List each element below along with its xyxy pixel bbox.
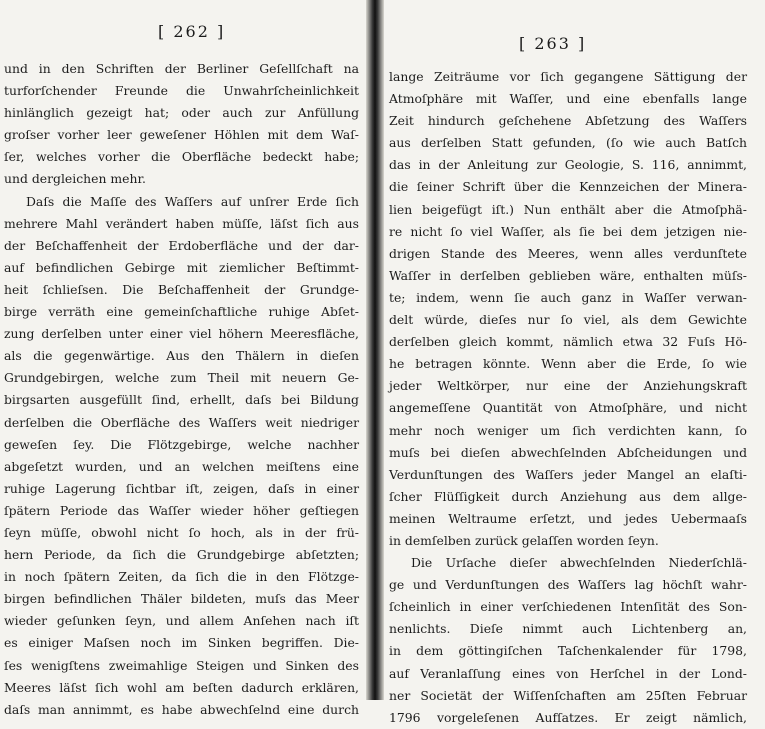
text-line: in demſelben zurück gelaſſen worden ſeyn. bbox=[389, 532, 659, 548]
text-line: delt würde, dieſes nur ſo viel, als dem Gewichte bbox=[389, 312, 747, 328]
text-line: auf Veranlaſſung eines von Herſchel in der Lond- bbox=[389, 665, 747, 681]
text-line: te; indem, wenn ſie auch ganz in Waſſer verwan- bbox=[389, 289, 747, 305]
text-line: hern Periode, da ſich die Grundgebirge abſetzten; bbox=[4, 547, 359, 563]
text-line: ge und Verdunſtungen des Waſſers lag höchſt wahr- bbox=[389, 577, 747, 593]
text-line: Atmoſphäre mit Waſſer, und eine ebenfalls lange bbox=[389, 91, 747, 107]
text-line: lien beigefügt iſt.) Nun enthält aber die Atmoſphä- bbox=[389, 201, 747, 217]
text-line: mehr noch weniger um ſich verdichten kann, ſo bbox=[389, 422, 747, 438]
text-line: jeder Weltkörper, nur eine der Anziehungskraft bbox=[389, 378, 747, 394]
text-line: he betragen könnte. Wenn aber die Erde, ſo wie bbox=[389, 356, 747, 372]
text-line: re nicht ſo viel Waſſer, als ſie bei dem jetzigen nie- bbox=[389, 223, 747, 239]
text-line: meinen Weltraume erſetzt, und jedes Uebermaaſs bbox=[389, 510, 747, 526]
text-line: muſs bei dieſen abwechſelnden Abſcheidungen und bbox=[389, 444, 747, 460]
text-line: groſser vorher leer geweſener Höhlen mit dem Waſ- bbox=[4, 127, 359, 143]
text-line: und in den Schriften der Berliner Geſellſchaft na bbox=[4, 61, 359, 76]
text-line: auf befindlichen Gebirge mit ziemlicher Beſtimmt- bbox=[4, 259, 359, 275]
text-line: abgeſetzt wurden, und an welchen meiſtens eine bbox=[4, 458, 359, 474]
text-line: ner Societät der Wiſſenſchaften am 25ſten Februar bbox=[389, 687, 747, 703]
text-line: hinlänglich gezeigt hat; oder auch zur Anfüllung bbox=[4, 105, 359, 121]
text-line: ſer, welches vorher die Oberfläche bedeckt habe; bbox=[4, 149, 359, 165]
text-line: Waſſer in derſelben geblieben wäre, enthalten müſs- bbox=[389, 267, 747, 283]
text-line: drigen Stande des Meeres, wenn alles verdunſtete bbox=[389, 245, 747, 261]
text-line: es einiger Maſsen noch im Sinken begriffen. Die- bbox=[4, 635, 359, 651]
text-line: lange Zeiträume vor ſich gegangene Sättigung der bbox=[389, 69, 747, 84]
text-line: nenlichts. Dieſe nimmt auch Lichtenberg an, bbox=[389, 621, 747, 637]
text-line: der Beſchaffenheit der Erdoberfläche und der dar- bbox=[4, 237, 359, 253]
text-line: heit ſchlieſsen. Die Beſchaffenheit der Grundge- bbox=[4, 281, 359, 297]
text-line: daſs man annimmt, es habe abwechſelnd eine durch bbox=[4, 701, 359, 717]
text-line: derſelben gleich kommt, nämlich etwa 32 Fuſs Hö- bbox=[389, 334, 747, 350]
text-line: birgen befindlichen Thäler bildeten, muſs das Meer bbox=[4, 591, 359, 607]
text-line: 1796 vorgeleſenen Aufſatzes. Er zeigt nämlich, bbox=[389, 709, 747, 725]
text-line: Verdunſtungen des Waſſers jeder Mangel an elaſti- bbox=[389, 466, 747, 482]
text-line: turforſchender Freunde die Unwahrſcheinlichkeit bbox=[4, 83, 359, 99]
text-line: die ſeiner Schrift über die Kennzeichen der Minera- bbox=[389, 179, 747, 195]
text-line: ſpätern Periode das Waſſer wieder höher geſtiegen bbox=[4, 502, 359, 518]
text-line: Daſs die Maſſe des Waſſers auf unſrer Erde ſich bbox=[26, 193, 359, 209]
page-number: [ 262 ] bbox=[158, 22, 226, 41]
text-line: in noch ſpätern Zeiten, da ſich die in den Flötzge- bbox=[4, 569, 359, 585]
page-number: [ 263 ] bbox=[519, 34, 587, 53]
text-line: ruhige Lagerung ſichtbar iſt, zeigen, daſs in einer bbox=[4, 480, 359, 496]
text-line: das in der Anleitung zur Geologie, S. 116, annimmt, bbox=[389, 157, 747, 173]
right-page bbox=[383, 0, 765, 725]
text-line: birgsarten ausgefüllt ſind, erhellt, daſs bei Bildung bbox=[4, 392, 359, 408]
text-line: Zeit hindurch geſchehene Abſetzung des Waſſers bbox=[389, 113, 747, 129]
text-line: und dergleichen mehr. bbox=[4, 171, 146, 187]
text-line: birge verräth eine gemeinſchaftliche ruhige Abſet- bbox=[4, 304, 359, 320]
book-gutter bbox=[366, 0, 384, 700]
text-line: Grundgebirgen, welche zum Theil mit neuern Ge- bbox=[4, 370, 359, 386]
left-page bbox=[0, 0, 368, 717]
text-line: zung derſelben unter einer viel höhern Meeresfläche, bbox=[4, 326, 359, 342]
text-line: aus derſelben Statt gefunden, (ſo wie auch Batſch bbox=[389, 135, 747, 151]
text-column bbox=[389, 66, 747, 729]
text-line: Meeres läſst ſich wohl am beſten dadurch erklären, bbox=[4, 679, 359, 695]
text-line: in dem göttingiſchen Taſchenkalender für 1798, bbox=[389, 643, 747, 659]
text-line: Die Urſache dieſer abwechſelnden Niederſchlä- bbox=[411, 555, 747, 571]
text-line: derſelben die Oberfläche des Waſſers weit niedriger bbox=[4, 414, 359, 430]
text-line: wieder geſunken ſeyn, und allem Anſehen nach iſt bbox=[4, 613, 359, 629]
text-line: ſeyn müſſe, obwohl nicht ſo hoch, als in der frü- bbox=[4, 524, 359, 540]
text-line: geweſen ſey. Die Flötzgebirge, welche nachher bbox=[4, 436, 359, 452]
text-line: ſes wenigſtens zweimahlige Steigen und Sinken des bbox=[4, 657, 359, 673]
text-line: angemeſſene Quantität von Atmoſphäre, und nicht bbox=[389, 400, 747, 416]
text-line: ſcher Flüſſigkeit durch Anziehung aus dem allge- bbox=[389, 488, 747, 504]
text-line: ſcheinlich in einer verſchiedenen Intenſität des Son- bbox=[389, 599, 747, 615]
text-line: als die gegenwärtige. Aus den Thälern in dieſen bbox=[4, 348, 359, 364]
text-column bbox=[4, 58, 359, 721]
text-line: mehrere Mahl verändert haben müſſe, läſst ſich aus bbox=[4, 215, 359, 231]
